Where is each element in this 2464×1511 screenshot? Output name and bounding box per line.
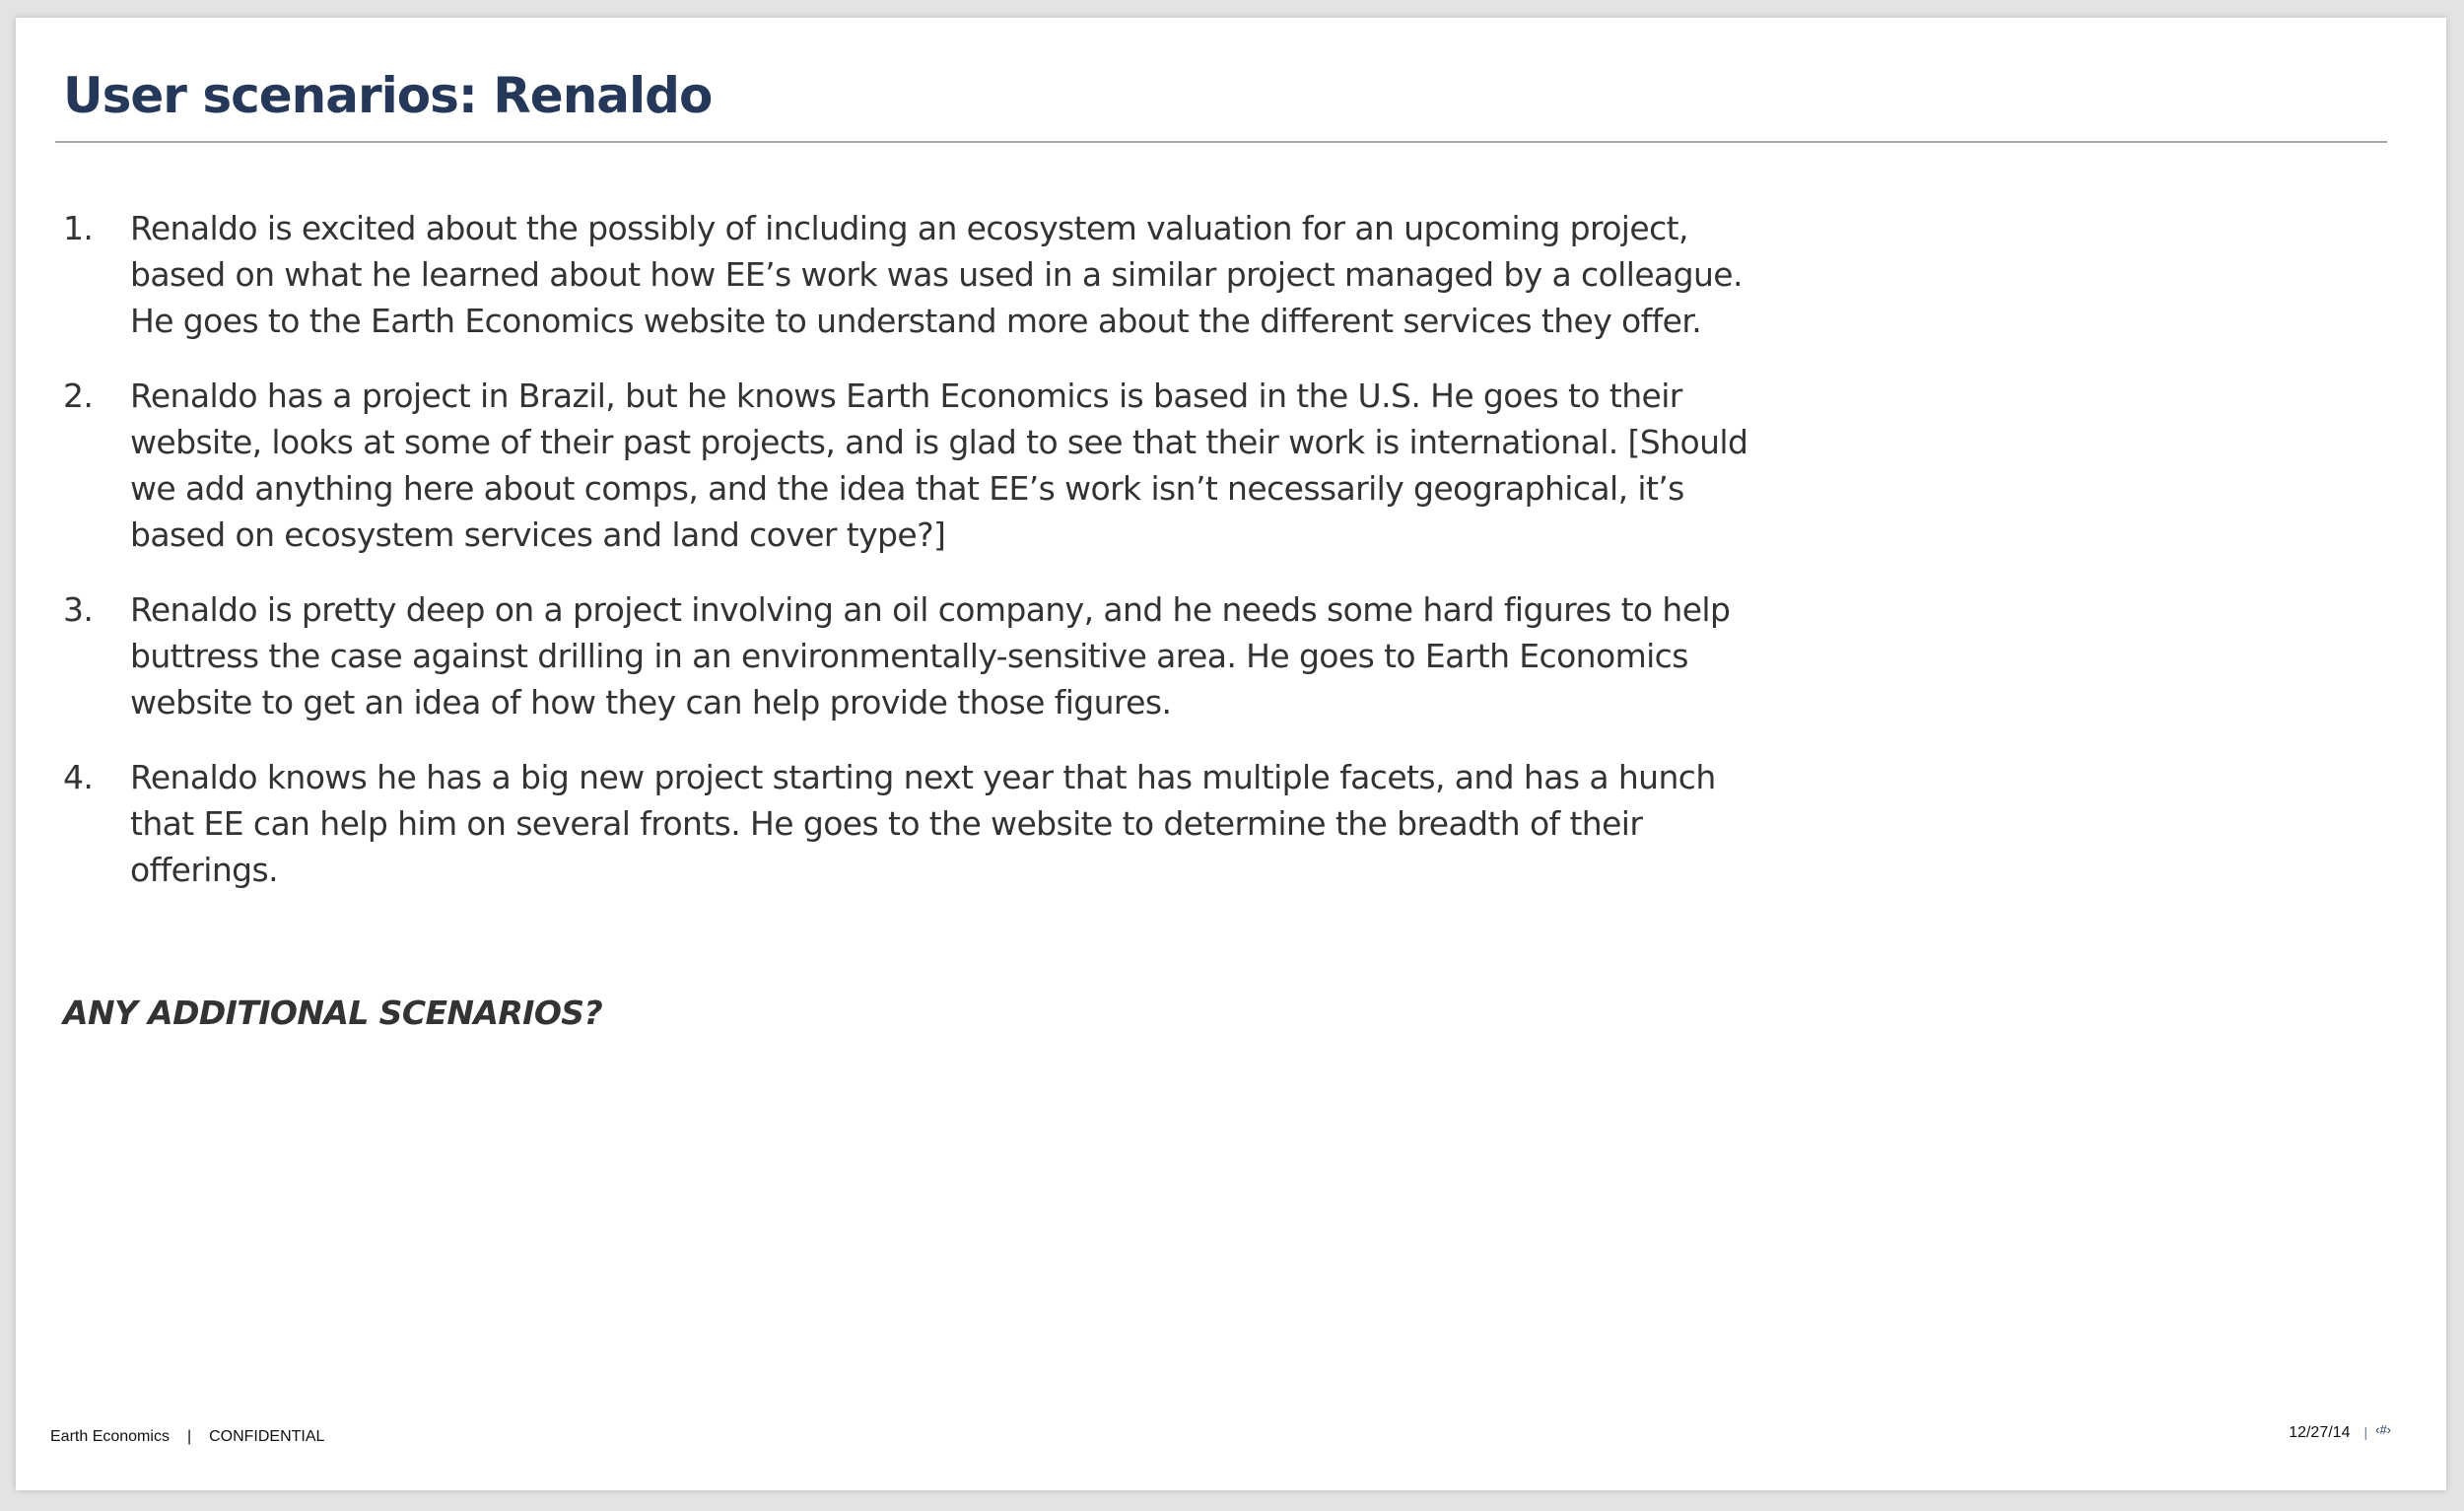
scenario-text: Renaldo has a project in Brazil, but he knows Earth Economics is based in the U.S. He goes to their website, looks at some of their past projects, and is glad to see that their work is international. [Should we add anything here about comps, and the idea that EE’s work isn’t necessarily geographical, it’s based on ecosystem services and land cover type?] <box>130 377 1748 554</box>
footer-company: Earth Economics <box>50 1428 170 1445</box>
footer-confidential: CONFIDENTIAL <box>209 1428 325 1445</box>
page-title: User scenarios: Renaldo <box>63 67 713 124</box>
slide-number: ‹#› <box>2375 1422 2391 1437</box>
footer-page-separator: | <box>2363 1424 2368 1440</box>
scenario-number: 3. <box>63 590 94 629</box>
scenario-text: Renaldo is excited about the possibly of including an ecosystem valuation for an upcoming project, based on what he learned about how EE’s work was used in a similar project managed by a colleague. He goes to the Earth Economics website to understand more about the different services they offer. <box>130 209 1743 340</box>
scenario-number: 4. <box>63 758 94 796</box>
list-item <box>63 205 1758 344</box>
footer-right <box>2289 1422 2391 1442</box>
slide <box>16 18 2446 1490</box>
list-item <box>63 373 1758 558</box>
scenario-text: Renaldo knows he has a big new project starting next year that has multiple facets, and has a hunch that EE can help him on several fronts. He goes to the website to determine the breadth of their offerings. <box>130 758 1716 889</box>
scenario-number: 1. <box>63 209 94 247</box>
scenario-text: Renaldo is pretty deep on a project involving an oil company, and he needs some hard figures to help buttress the case against drilling in an environmentally-sensitive area. He goes to Earth Economics website to get an idea of how they can help provide those figures. <box>130 590 1731 721</box>
scenario-number: 2. <box>63 377 94 415</box>
scenario-list <box>63 205 1758 922</box>
title-divider <box>55 141 2387 143</box>
footer-date: 12/27/14 <box>2289 1424 2351 1441</box>
additional-scenarios-prompt: ANY ADDITIONAL SCENARIOS? <box>63 994 602 1032</box>
footer-left <box>50 1428 324 1446</box>
footer-separator: | <box>186 1428 192 1445</box>
list-item <box>63 586 1758 725</box>
list-item <box>63 754 1758 893</box>
